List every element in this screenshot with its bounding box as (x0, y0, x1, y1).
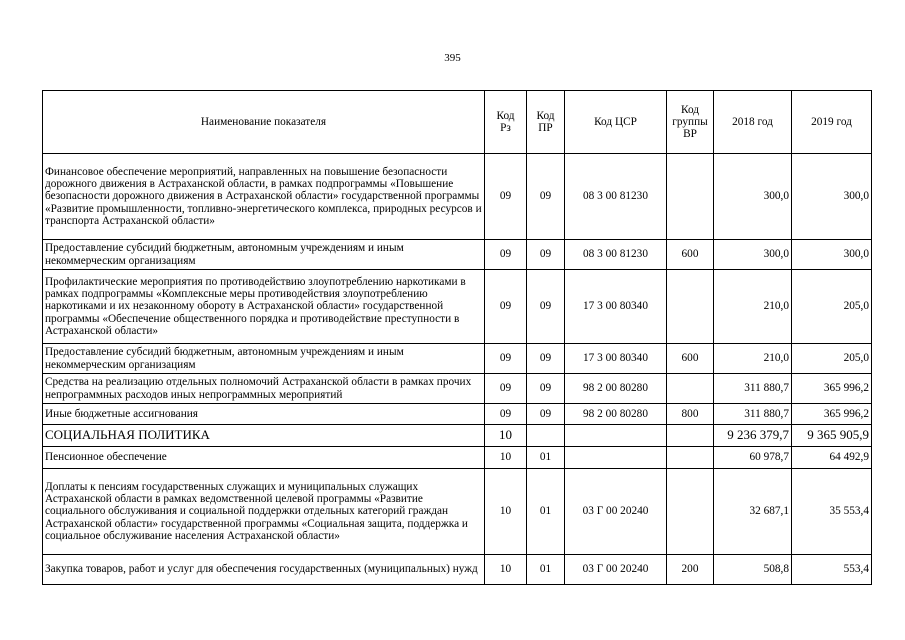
row-2019: 300,0 (792, 154, 872, 240)
row-rz: 09 (485, 404, 527, 425)
row-2019: 553,4 (792, 555, 872, 585)
col-header-2018: 2018 год (714, 91, 792, 154)
row-csr (565, 447, 667, 469)
row-2018: 311 880,7 (714, 404, 792, 425)
row-2018: 300,0 (714, 154, 792, 240)
table-header-row (43, 91, 872, 154)
row-2018: 300,0 (714, 240, 792, 270)
table-row (43, 374, 872, 404)
row-2019: 365 996,2 (792, 374, 872, 404)
budget-table (42, 90, 872, 585)
row-2019: 205,0 (792, 270, 872, 344)
row-2019: 64 492,9 (792, 447, 872, 469)
row-2018: 210,0 (714, 344, 792, 374)
row-rz: 09 (485, 374, 527, 404)
row-vr (667, 374, 714, 404)
row-name: Предоставление субсидий бюджетным, автономным учреждениям и иным некоммерческим организациям (43, 344, 485, 374)
row-name: Пенсионное обеспечение (43, 447, 485, 469)
table-row (43, 270, 872, 344)
row-vr: 600 (667, 240, 714, 270)
row-name: Иные бюджетные ассигнования (43, 404, 485, 425)
row-2018: 311 880,7 (714, 374, 792, 404)
table-row (43, 154, 872, 240)
table-row (43, 469, 872, 555)
row-vr (667, 469, 714, 555)
row-rz: 10 (485, 555, 527, 585)
row-pr (527, 425, 565, 447)
row-pr: 09 (527, 154, 565, 240)
row-rz: 10 (485, 425, 527, 447)
row-pr: 09 (527, 404, 565, 425)
row-name: Финансовое обеспечение мероприятий, направленных на повышение безопасности дорожного движения в Астраханской области, в рамках подпрограммы «Повышение безопасности дорожного движения в Астраханской области» государственной программы «Развитие промышленности, топливно-энергетического комплекса, природных ресурсов и транспорта Астраханской области» (43, 154, 485, 240)
row-2018: 32 687,1 (714, 469, 792, 555)
row-name: Закупка товаров, работ и услуг для обеспечения государственных (муниципальных) нужд (43, 555, 485, 585)
row-vr (667, 154, 714, 240)
row-pr: 09 (527, 374, 565, 404)
row-pr: 09 (527, 344, 565, 374)
row-name: Средства на реализацию отдельных полномочий Астраханской области в рамках прочих непрограммных расходов иных непрограммных мероприятий (43, 374, 485, 404)
row-vr: 600 (667, 344, 714, 374)
row-name: Доплаты к пенсиям государственных служащих и муниципальных служащих Астраханской области в рамках ведомственной целевой программы «Развитие социального обслуживания и социальной поддержки отдельных категорий граждан Астраханской области» государственной программы «Социальная защита, поддержка и социальное обслуживание населения Астраханской области» (43, 469, 485, 555)
row-pr: 01 (527, 447, 565, 469)
page-number: 395 (444, 52, 461, 64)
row-rz: 09 (485, 270, 527, 344)
row-2018: 210,0 (714, 270, 792, 344)
row-name: СОЦИАЛЬНАЯ ПОЛИТИКА (43, 425, 485, 447)
row-2019: 205,0 (792, 344, 872, 374)
row-rz: 10 (485, 447, 527, 469)
col-header-pr: Код ПР (527, 91, 565, 154)
col-header-name: Наименование показателя (43, 91, 485, 154)
table-row (43, 555, 872, 585)
row-2018: 9 236 379,7 (714, 425, 792, 447)
row-rz: 09 (485, 154, 527, 240)
row-2019: 35 553,4 (792, 469, 872, 555)
row-csr: 08 3 00 81230 (565, 240, 667, 270)
row-csr: 98 2 00 80280 (565, 374, 667, 404)
row-rz: 10 (485, 469, 527, 555)
row-vr (667, 425, 714, 447)
row-2019: 300,0 (792, 240, 872, 270)
row-pr: 09 (527, 270, 565, 344)
row-pr: 01 (527, 555, 565, 585)
row-csr: 17 3 00 80340 (565, 270, 667, 344)
row-2019: 9 365 905,9 (792, 425, 872, 447)
col-header-vr: Код группы ВР (667, 91, 714, 154)
row-2018: 508,8 (714, 555, 792, 585)
col-header-2019: 2019 год (792, 91, 872, 154)
row-rz: 09 (485, 240, 527, 270)
row-rz: 09 (485, 344, 527, 374)
row-csr: 17 3 00 80340 (565, 344, 667, 374)
table-row (43, 447, 872, 469)
row-pr: 01 (527, 469, 565, 555)
row-2019: 365 996,2 (792, 404, 872, 425)
row-csr: 08 3 00 81230 (565, 154, 667, 240)
row-pr: 09 (527, 240, 565, 270)
row-vr (667, 447, 714, 469)
table-row (43, 240, 872, 270)
table-row (43, 344, 872, 374)
row-name: Профилактические мероприятия по противодействию злоупотреблению наркотиками в рамках подпрограммы «Комплексные меры противодействия злоупотреблению наркотиками и их незаконному обороту в Астраханской области» государственной программы «Обеспечение общественного порядка и противодействие преступности в Астраханской области» (43, 270, 485, 344)
row-vr: 200 (667, 555, 714, 585)
row-csr: 98 2 00 80280 (565, 404, 667, 425)
col-header-csr: Код ЦСР (565, 91, 667, 154)
row-vr: 800 (667, 404, 714, 425)
row-vr (667, 270, 714, 344)
col-header-rz: Код Рз (485, 91, 527, 154)
table-row (43, 425, 872, 447)
row-csr: 03 Г 00 20240 (565, 469, 667, 555)
row-name: Предоставление субсидий бюджетным, автономным учреждениям и иным некоммерческим организациям (43, 240, 485, 270)
row-csr (565, 425, 667, 447)
table-row (43, 404, 872, 425)
row-csr: 03 Г 00 20240 (565, 555, 667, 585)
row-2018: 60 978,7 (714, 447, 792, 469)
